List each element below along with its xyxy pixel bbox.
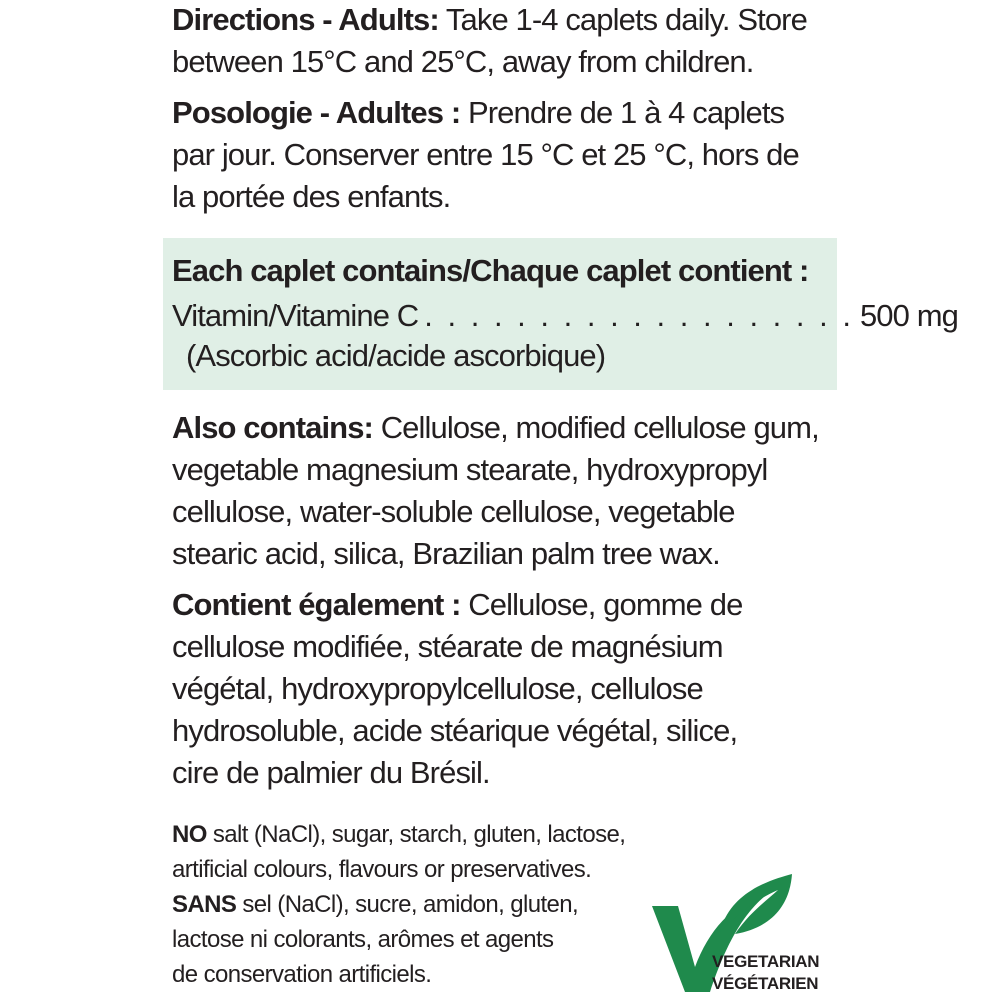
directions-fr-text: par jour. Conserver entre 15 °C et 25 °C, hors de [172,137,799,172]
free-fr-text: sel (NaCl), sucre, amidon, gluten, [236,891,579,918]
directions-fr-text: Prendre de 1 à 4 caplets [460,95,785,130]
directions-fr-label: Posologie - Adultes : [172,95,461,130]
also-en-text: cellulose, water-soluble cellulose, vegetable [172,494,735,529]
ingredient-name: Vitamin/Vitamine C [172,298,419,333]
also-fr-text: végétal, hydroxypropylcellulose, cellulose [172,671,703,706]
free-en-text: salt (NaCl), sugar, starch, gluten, lactose, [206,821,626,848]
ingredient-amount: 500 mg [859,298,958,333]
also-fr-text: cire de palmier du Brésil. [172,755,490,790]
logo-text-en: VEGETARIAN [712,952,820,971]
also-fr-label: Contient également : [172,587,461,622]
directions-fr-text: la portée des enfants. [172,179,451,214]
leader-dots: . . . . . . . . . . . . . . . . . . . [424,298,854,333]
free-fr-text: de conservation artificiels. [172,961,432,988]
also-fr-text: Cellulose, gomme de [460,587,743,622]
ingredient-source: (Ascorbic acid/acide ascorbique) [186,338,606,373]
also-en-text: stearic acid, silica, Brazilian palm tree wax. [172,536,720,571]
free-en-label: NO [172,821,207,848]
also-fr-text: hydrosoluble, acide stéarique végétal, silice, [172,713,738,748]
directions-en-text: Take 1-4 caplets daily. Store [438,2,807,37]
free-fr-label: SANS [172,891,237,918]
also-en-text: vegetable magnesium stearate, hydroxypropyl [172,452,768,487]
directions-en-label: Directions - Adults: [172,2,439,37]
also-en-text: Cellulose, modified cellulose gum, [372,410,819,445]
free-fr-text: lactose ni colorants, arômes et agents [172,926,554,953]
also-en-label: Also contains: [172,410,373,445]
free-en-text: artificial colours, flavours or preservatives. [172,856,592,883]
also-fr-text: cellulose modifiée, stéarate de magnésium [172,629,723,664]
logo-text-fr: VÉGÉTARIEN [712,974,819,993]
contents-heading-text: Each caplet contains/Chaque caplet contient : [172,253,809,288]
contents-heading [172,251,808,291]
directions-en-text: between 15°C and 25°C, away from children. [172,44,754,79]
ingredient-row [172,296,958,336]
